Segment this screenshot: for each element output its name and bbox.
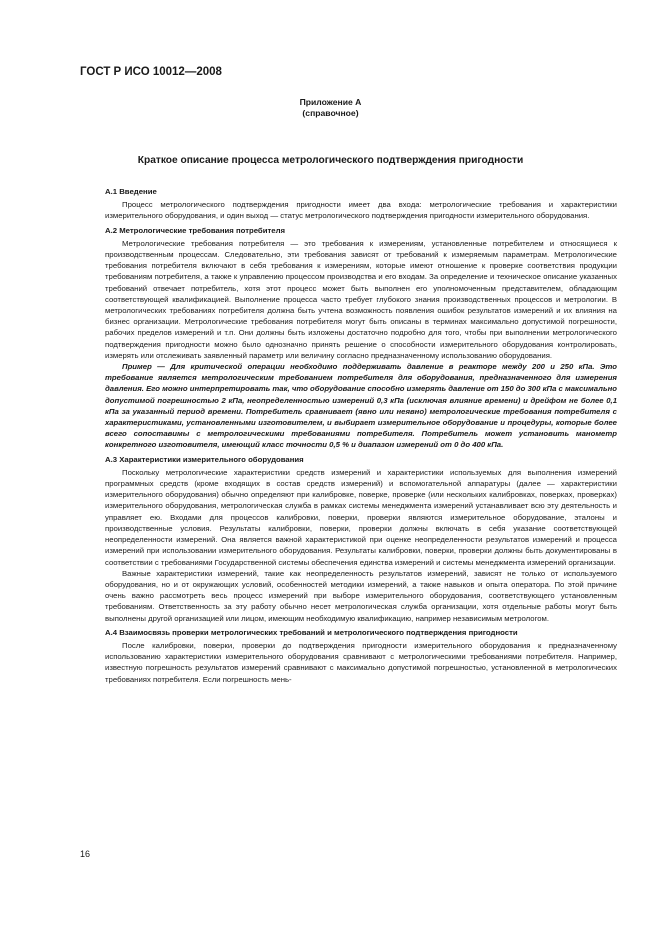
section-a3-heading: А.3 Характеристики измерительного оборудования	[105, 454, 304, 464]
section-a2-example: Пример — Для критической операции необходимо поддерживать давление в реакторе между 200 и 250 кПа. Это требование является метрологическим требованием потребителя для оборудования, предназначенного для измерения давления. Его можно интерпретировать так, что оборудование способно измерять давление от 150 до 300 кПа с максимально допустимой погрешностью 2 кПа, неопределенностью измерений 0,3 кПа (исключая влияние времени) и дрейфом не более 0,1 кПа за указанный период времени. Потребитель сравнивает (явно или неявно) метрологические требования потребителя с характеристиками, установленными изготовителем, и выбирает измерительное оборудование и процедуры, которые более всего сопоставимы с метрологическими требованиями потребителя. Потребитель может установить манометр конкретного изготовителя, имеющий класс точности 0,5 % и диапазон измерений от 0 до 400 кПа.	[105, 362, 617, 450]
main-title: Краткое описание процесса метрологического подтверждения пригодности	[137, 155, 524, 166]
document-id-header: ГОСТ Р ИСО 10012—2008	[80, 66, 222, 78]
appendix-heading	[0, 97, 661, 119]
section-a4-paragraph: После калибровки, поверки, проверки до подтверждения пригодности измерительного оборудования к предназначенному использованию характеристики измерительного оборудования сравнивают с метрологическими требованиями потребителя. Например, известную погрешность результатов измерений сравнивают с максимально допустимой погрешностью, установленной в метрологических требованиях потребителя. Если погрешность мень-	[105, 640, 617, 684]
section-a1-heading: А.1 Введение	[105, 187, 157, 196]
section-a3-paragraph-2: Важные характеристики измерений, такие как неопределенность результатов измерений, зависят не только от используемого оборудования, но и от окружающих условий, особенностей методики измерений, а также навыков и опыта оператора. По этой причине очень важно рассмотреть весь процесс измерений при выборе измерительного оборудования, соответствующего установленным требованиям. Ответственность за эту работу обычно несет метрологическая служба организации, хотя отдельные работы могут быть выполнены другой организацией или лицом, имеющим необходимую квалификацию, например независимым метрологом.	[105, 568, 617, 623]
section-a3-paragraph-1: Поскольку метрологические характеристики средств измерений и характеристики используемых для выполнения измерений программных средств (кроме входящих в состав средств измерений) и вспомогательной аппаратуры (далее — характеристики измерительного оборудования) обычно определяют при калибровке, поверке, проверке (или нескольких калибровках, поверках, проверках) измерительного оборудования, метрологическая служба в рамках системы менеджмента измерений устанавливает всю эту деятельность и управляет ею. Входами для процессов калибровки, поверки, проверки являются измерительное оборудование, эталоны и производственные условия. Результаты калибровки, поверки, проверки должны включать в себя указание соответствующей неопределенности измерений. Она является важной характеристикой при оценке неопределенности результатов измерений и процесса измерений при использовании измерительного оборудования. Результаты калибровки, поверки, проверки должны быть документированы в соответствии с требованиями Государственной системы обеспечения единства измерений и системы менеджмента измерений организации.	[105, 467, 617, 567]
page-number: 16	[80, 849, 91, 859]
appendix-subtitle: (справочное)	[302, 108, 359, 118]
section-a2-paragraph: Метрологические требования потребителя — это требования к измерениям, установленные потребителем и относящиеся к производственным процессам. Следовательно, эти требования зависят от требований к измеряемым параметрам. Метрологические требования потребителя включают в себя требования к измерениям, которые имеют отношение к проверке соответствия продукции требованиям потребителя, а также к управлению процессом производства и его входам. За определение и техническое описание указанных требований отвечает потребитель, хотя этот процесс может быть выполнен его уполномоченным представителем, обладающим соответствующей квалификацией. Выполнение процесса часто требует глубокого знания производственных процессов и метрологии. В метрологических требованиях потребителя должна быть учтена возможность появления ошибок результатов измерений и их влияния на бизнес организации. Метрологические требования потребителя могут быть описаны в терминах максимально допустимой погрешности, рабочих пределов измерений и т.п. Они должны быть изложены достаточно подробно для того, чтобы при выполнении метрологического подтверждения пригодности можно было однозначно принять решение о способности измерительного оборудования контролировать, измерять или отслеживать заявленный параметр или величину согласно предназначенному использованию оборудования.	[105, 238, 617, 360]
section-a1-paragraph: Процесс метрологического подтверждения пригодности имеет два входа: метрологические требования и характеристики измерительного оборудования, и один выход — статус метрологического подтверждения пригодности измерительного оборудования.	[105, 200, 617, 221]
section-a4-heading: А.4 Взаимосвязь проверки метрологических требований и метрологического подтверждения пригодности	[105, 627, 518, 637]
section-a2-heading: А.2 Метрологические требования потребителя	[105, 225, 286, 235]
document-body	[105, 184, 617, 685]
appendix-title: Приложение А	[299, 97, 362, 107]
